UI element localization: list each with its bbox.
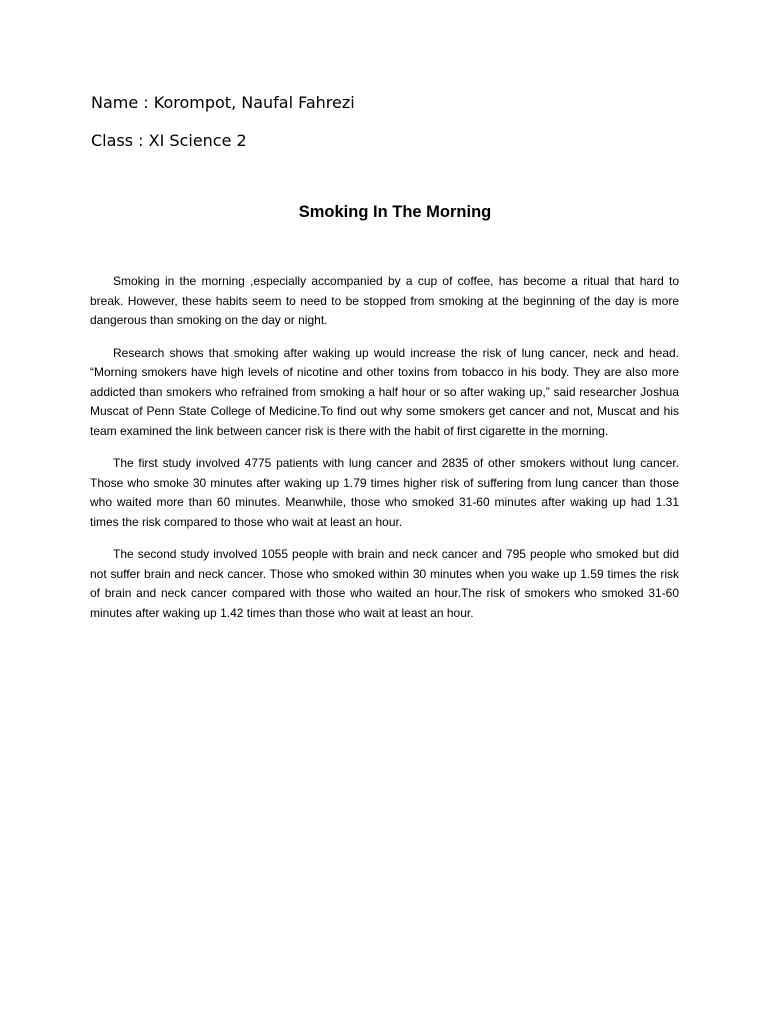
name-value: Korompot, Naufal Fahrezi [153,93,355,112]
paragraph: The second study involved 1055 people with brain and neck cancer and 795 people who smoked but did not suffer brain and neck cancer. Those who smoked within 30 minutes when you wake up 1.59 times the risk of brain and neck cancer compared with those who waited an hour.The risk of smokers who smoked 31-60 minutes after waking up 1.42 times than those who wait at least an hour. [90,547,679,620]
student-name-line: Name : Korompot, Naufal Fahrezi [91,93,355,112]
essay-body [90,272,679,636]
essay-title: Smoking In The Morning [298,203,492,221]
class-label: Class [91,131,134,150]
name-label: Name [91,93,139,112]
student-class-line: Class : XI Science 2 [91,131,247,150]
paragraph: The first study involved 4775 patients with lung cancer and 2835 of other smokers without lung cancer. Those who smoke 30 minutes after waking up 1.79 times higher risk of suffering from lung cancer than those who waited more than 60 minutes. Meanwhile, those who smoked 31-60 minutes after waking up had 1.31 times the risk compared to those who wait at least an hour. [90,456,679,529]
paragraph: Research shows that smoking after waking up would increase the risk of lung cancer, neck and head. “Morning smokers have high levels of nicotine and other toxins from tobacco in his body. They are also more addicted than smokers who refrained from smoking a half hour or so after waking up,” said researcher Joshua Muscat of Penn State College of Medicine.To find out why some smokers get cancer and not, Muscat and his team examined the link between cancer risk is there with the habit of first cigarette in the morning. [90,345,679,438]
class-value: XI Science 2 [148,131,247,150]
paragraph: Smoking in the morning ,especially accompanied by a cup of coffee, has become a ritual that hard to break. However, these habits seem to need to be stopped from smoking at the beginning of the day is more dangerous than smoking on the day or night. [90,274,679,327]
